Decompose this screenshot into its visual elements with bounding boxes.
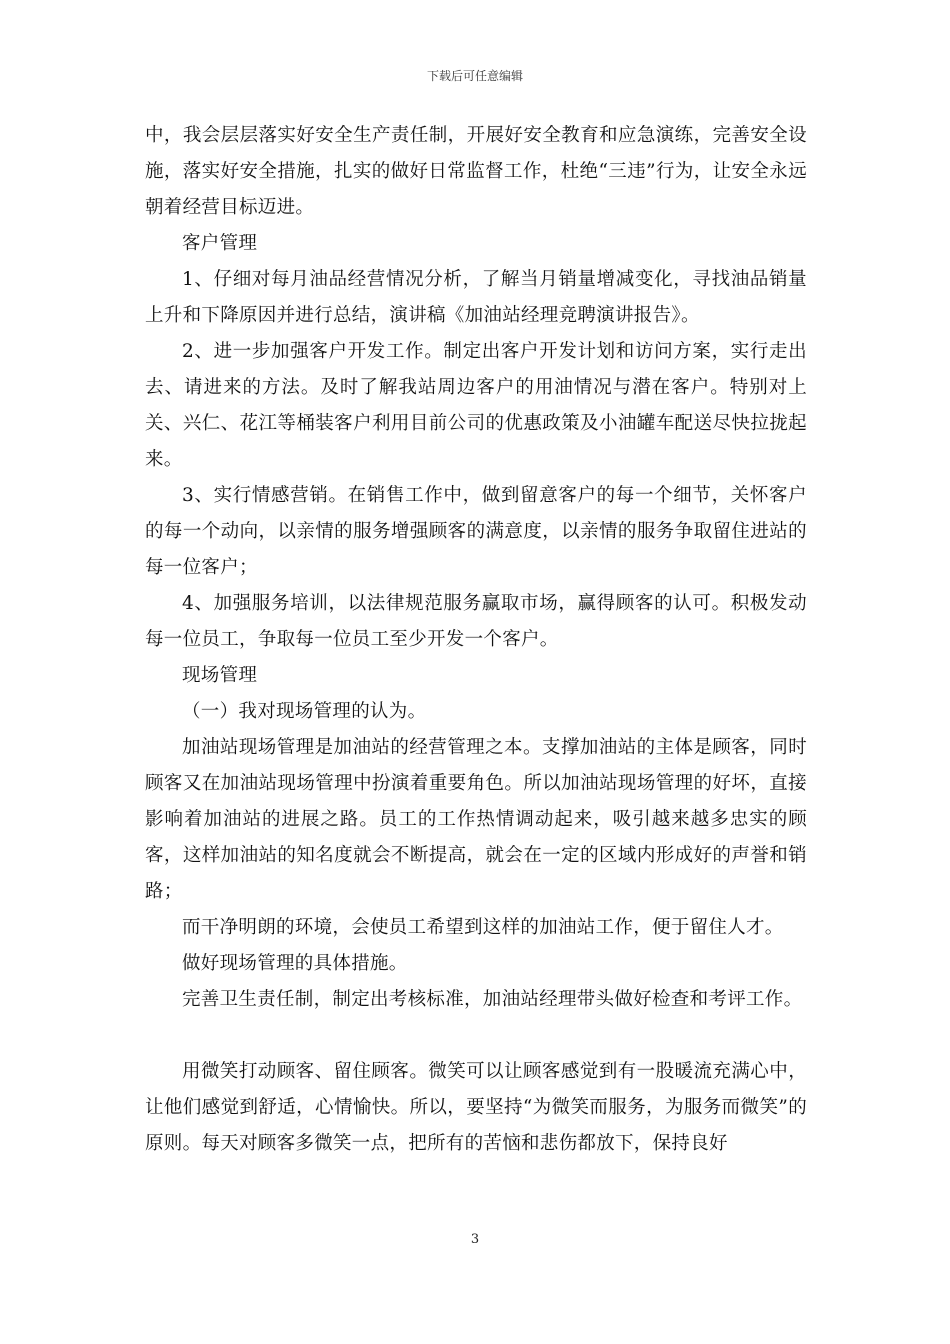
paragraph-environment: 而干净明朗的环境，会使员工希望到这样的加油站工作，便于留住人才。 bbox=[182, 917, 784, 938]
blank-line bbox=[145, 1018, 807, 1054]
page-number: 3 bbox=[470, 1232, 480, 1247]
paragraph-site-management: 加油站现场管理是加油站的经营管理之本。支撑加油站的主体是顾客，同时顾客又在加油站现场管理中扮演着重要角色。所以加油站现场管理的好坏，直接影响着加油站的进展之路。员工的工作热情调动起来，吸引越来越多忠实的顾客，这样加油站的知名度就会不断提高，就会在一定的区域内形成好的声誉和销路； bbox=[145, 737, 807, 902]
paragraph-item-1: 1、仔细对每月油品经营情况分析，了解当月销量增减变化，寻找油品销量上升和下降原因并进行总结，演讲稿《加油站经理竞聘演讲报告》。 bbox=[145, 269, 807, 326]
paragraph-item-4: 4、加强服务培训，以法律规范服务赢取市场，赢得顾客的认可。积极发动每一位员工，争取每一位员工至少开发一个客户。 bbox=[145, 593, 807, 650]
paragraph-item-2: 2、进一步加强客户开发工作。制定出客户开发计划和访问方案，实行走出去、请进来的方法。及时了解我站周边客户的用油情况与潜在客户。特别对上关、兴仁、花江等桶装客户利用目前公司的优惠政策及小油罐车配送尽快拉拢起来。 bbox=[145, 341, 807, 470]
paragraph-smile: 用微笑打动顾客、留住顾客。微笑可以让顾客感觉到有一股暖流充满心中，让他们感觉到舒适，心情愉快。所以，要坚持“为微笑而服务，为服务而微笑”的原则。每天对顾客多微笑一点，把所有的苦恼和悲伤都放下，保持良好 bbox=[145, 1061, 807, 1154]
subheading-understanding: （一）我对现场管理的认为。 bbox=[182, 701, 427, 722]
document-body bbox=[145, 118, 807, 1162]
paragraph-item-3: 3、实行情感营销。在销售工作中，做到留意客户的每一个细节，关怀客户的每一个动向，以亲情的服务增强顾客的满意度，以亲情的服务争取留住进站的每一位客户； bbox=[145, 485, 807, 578]
subheading-measures: 做好现场管理的具体措施。 bbox=[182, 953, 408, 974]
page-header: 下载后可任意编辑 bbox=[426, 69, 523, 83]
section-heading-customer-management: 客户管理 bbox=[182, 233, 258, 254]
paragraph-hygiene: 完善卫生责任制，制定出考核标准，加油站经理带头做好检查和考评工作。 bbox=[182, 989, 803, 1010]
paragraph-safety-continuation: 中，我会层层落实好安全生产责任制，开展好安全教育和应急演练，完善安全设施，落实好安全措施，扎实的做好日常监督工作，杜绝“三违”行为，让安全永远朝着经营目标迈进。 bbox=[145, 125, 807, 218]
section-heading-site-management: 现场管理 bbox=[182, 665, 258, 686]
